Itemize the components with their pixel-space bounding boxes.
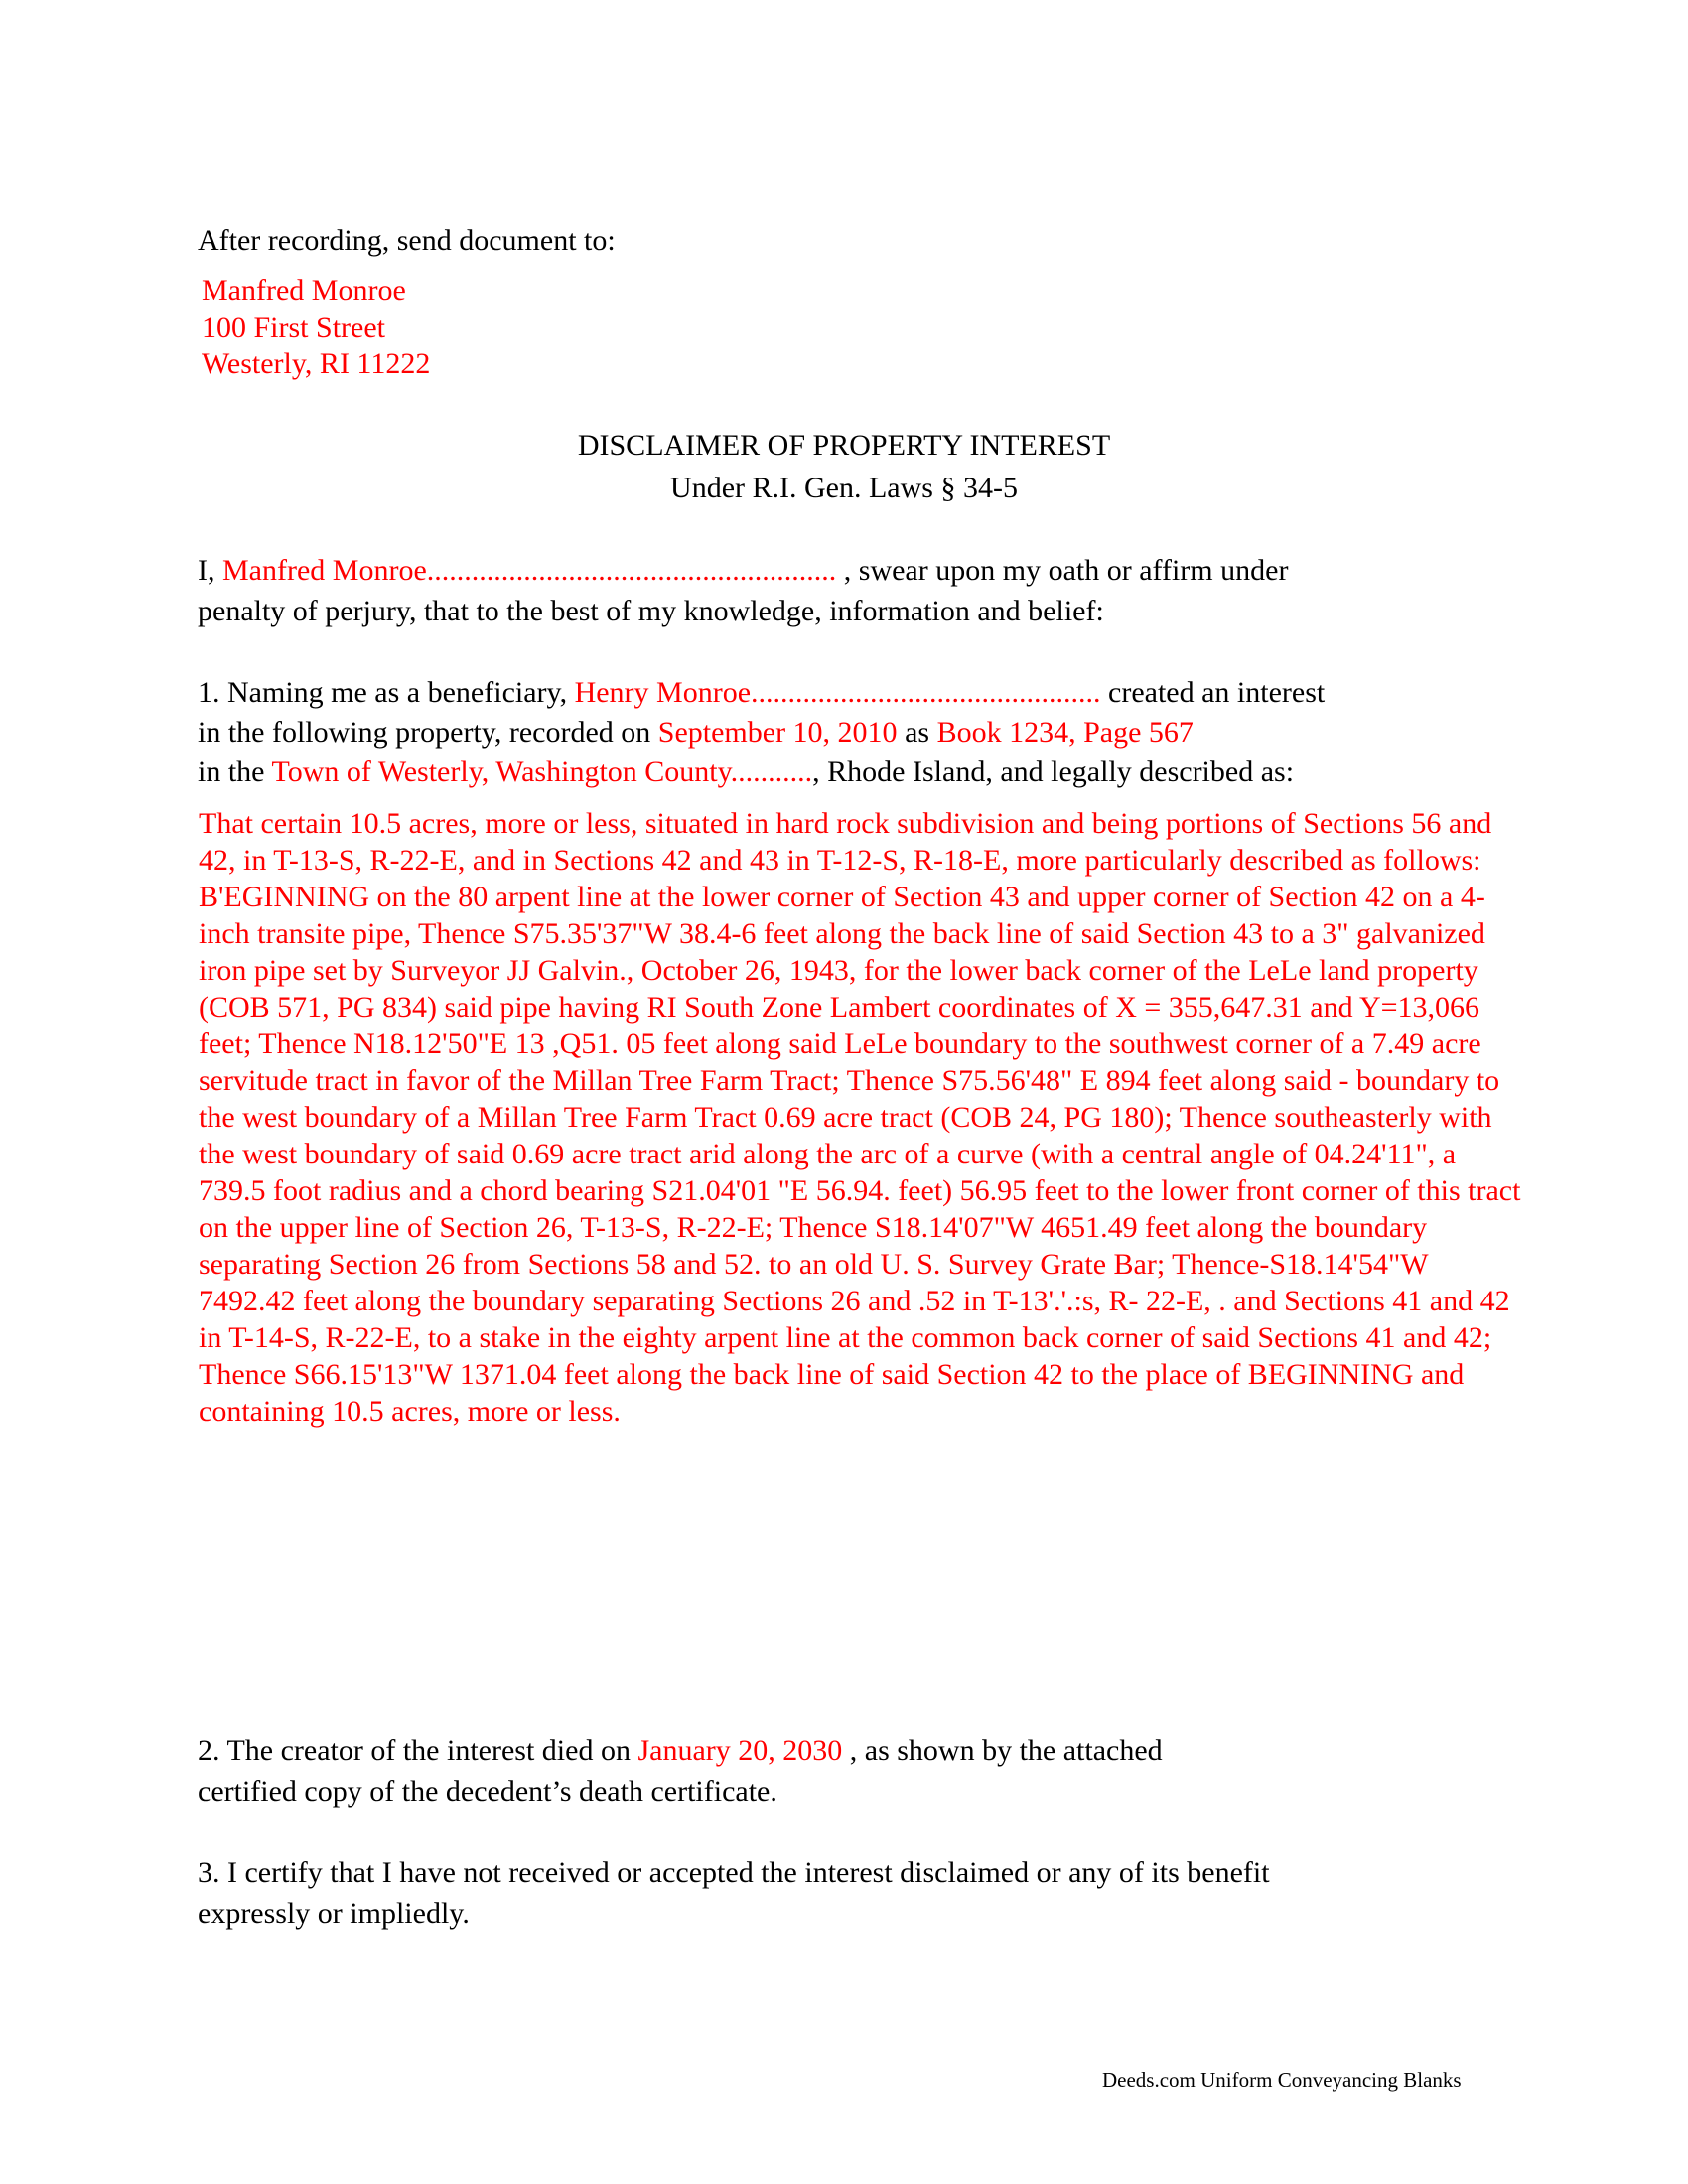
creator-name: Henry Monroe............................................... [574,676,1101,709]
return-street: 100 First Street [202,311,385,343]
para1-line3-suffix: , Rhode Island, and legally described as: [812,755,1295,788]
para2-line-1 [198,1732,1163,1769]
death-date: January 20, 2030 [637,1734,843,1767]
para1-line-3 [198,753,1294,790]
para1-line2-prefix: in the following property, recorded on [198,716,651,749]
para1-line3-prefix: in the [198,755,265,788]
footer-text: Deeds.com Uniform Conveyancing Blanks [1102,2068,1462,2092]
legal-description [199,805,1529,1430]
return-name: Manfred Monroe [202,274,406,307]
oath-suffix: , swear upon my oath or affirm under [836,554,1289,587]
legal-intro: That certain 10.5 acres, more or less, situated in hard rock subdivision and being portions of Sections 56 and 42, in T-13-S, R-22-E, and in Sections 42 and 43 in T-12-S, R-18-E, more particularly described as follows: [199,807,1492,877]
return-label: After recording, send document to: [198,224,616,257]
document-subtitle: Under R.I. Gen. Laws § 34-5 [670,472,1018,504]
oath-line-1 [198,552,1288,589]
para2-suffix: , as shown by the attached [849,1734,1163,1767]
oath-prefix: I, [198,554,215,587]
para1-prefix: 1. Naming me as a beneficiary, [198,676,568,709]
para3-line-1: 3. I certify that I have not received or accepted the interest disclaimed or any of its benefit [198,1856,1270,1889]
oath-line-2: penalty of perjury, that to the best of my knowledge, information and belief: [198,595,1104,627]
para3-line-2: expressly or impliedly. [198,1897,470,1930]
affiant-name: Manfred Monroe....................................................... [222,554,837,587]
book-page: Book 1234, Page 567 [936,716,1194,749]
legal-body: B'EGINNING on the 80 arpent line at the lower corner of Section 43 and upper corner of Section 42 on a 4-inch transite pipe, Thence S75.35'37"W 38.4-6 feet along the back line of said Section 43 to a 3" galvanized iron pipe set by Surveyor JJ Galvin., October 26, 1943, for the lower back corner of the LeLe land property (COB 571, PG 834) said pipe having RI South Zone Lambert coordinates of X = 355,647.31 and Y=13,066 feet; Thence N18.12'50"E 13 ,Q51. 05 feet along said LeLe boundary to the southwest corner of a 7.49 acre servitude tract in favor of the Millan Tree Farm Tract; Thence S75.56'48" E 894 feet along said - boundary to the west boundary of a Millan Tree Farm Tract 0.69 acre tract (COB 24, PG 180); Thence southeasterly with the west boundary of said 0.69 acre tract arid along the arc of a curve (with a central angle of 04.24'11", a 739.5 foot radius and a chord bearing S21.04'01 "E 56.94. feet) 56.95 feet to the lower front corner of this tract on the upper line of Section 26, T-13-S, R-22-E; Thence S18.14'07"W 4651.49 feet along the boundary separating Section 26 from Sections 58 and 52. to an old U. S. Survey Grate Bar; Thence-S18.14'54"W 7492.42 feet along the boundary separating Sections 26 and .52 in T-13'.'.:s, R- 22-E, . and Sections 41 and 42 in T-14-S, R-22-E, to a stake in the eighty arpent line at the common back corner of said Sections 41 and 42; Thence S66.15'13"W 1371.04 feet along the back line of said Section 42 to the place of BEGINNING and containing 10.5 acres, more or less. [199,881,1521,1428]
para2-line-2: certified copy of the decedent’s death certificate. [198,1775,777,1808]
document-title: DISCLAIMER OF PROPERTY INTEREST [577,429,1111,462]
para1-line-2 [198,714,1194,751]
para2-prefix: 2. The creator of the interest died on [198,1734,631,1767]
para1-suffix: created an interest [1100,676,1326,709]
as-word: as [905,716,930,749]
para1-line-1 [198,674,1325,711]
recorded-date: September 10, 2010 [657,716,898,749]
return-city: Westerly, RI 11222 [202,347,431,380]
town-county: Town of Westerly, Washington County........... [271,755,813,788]
